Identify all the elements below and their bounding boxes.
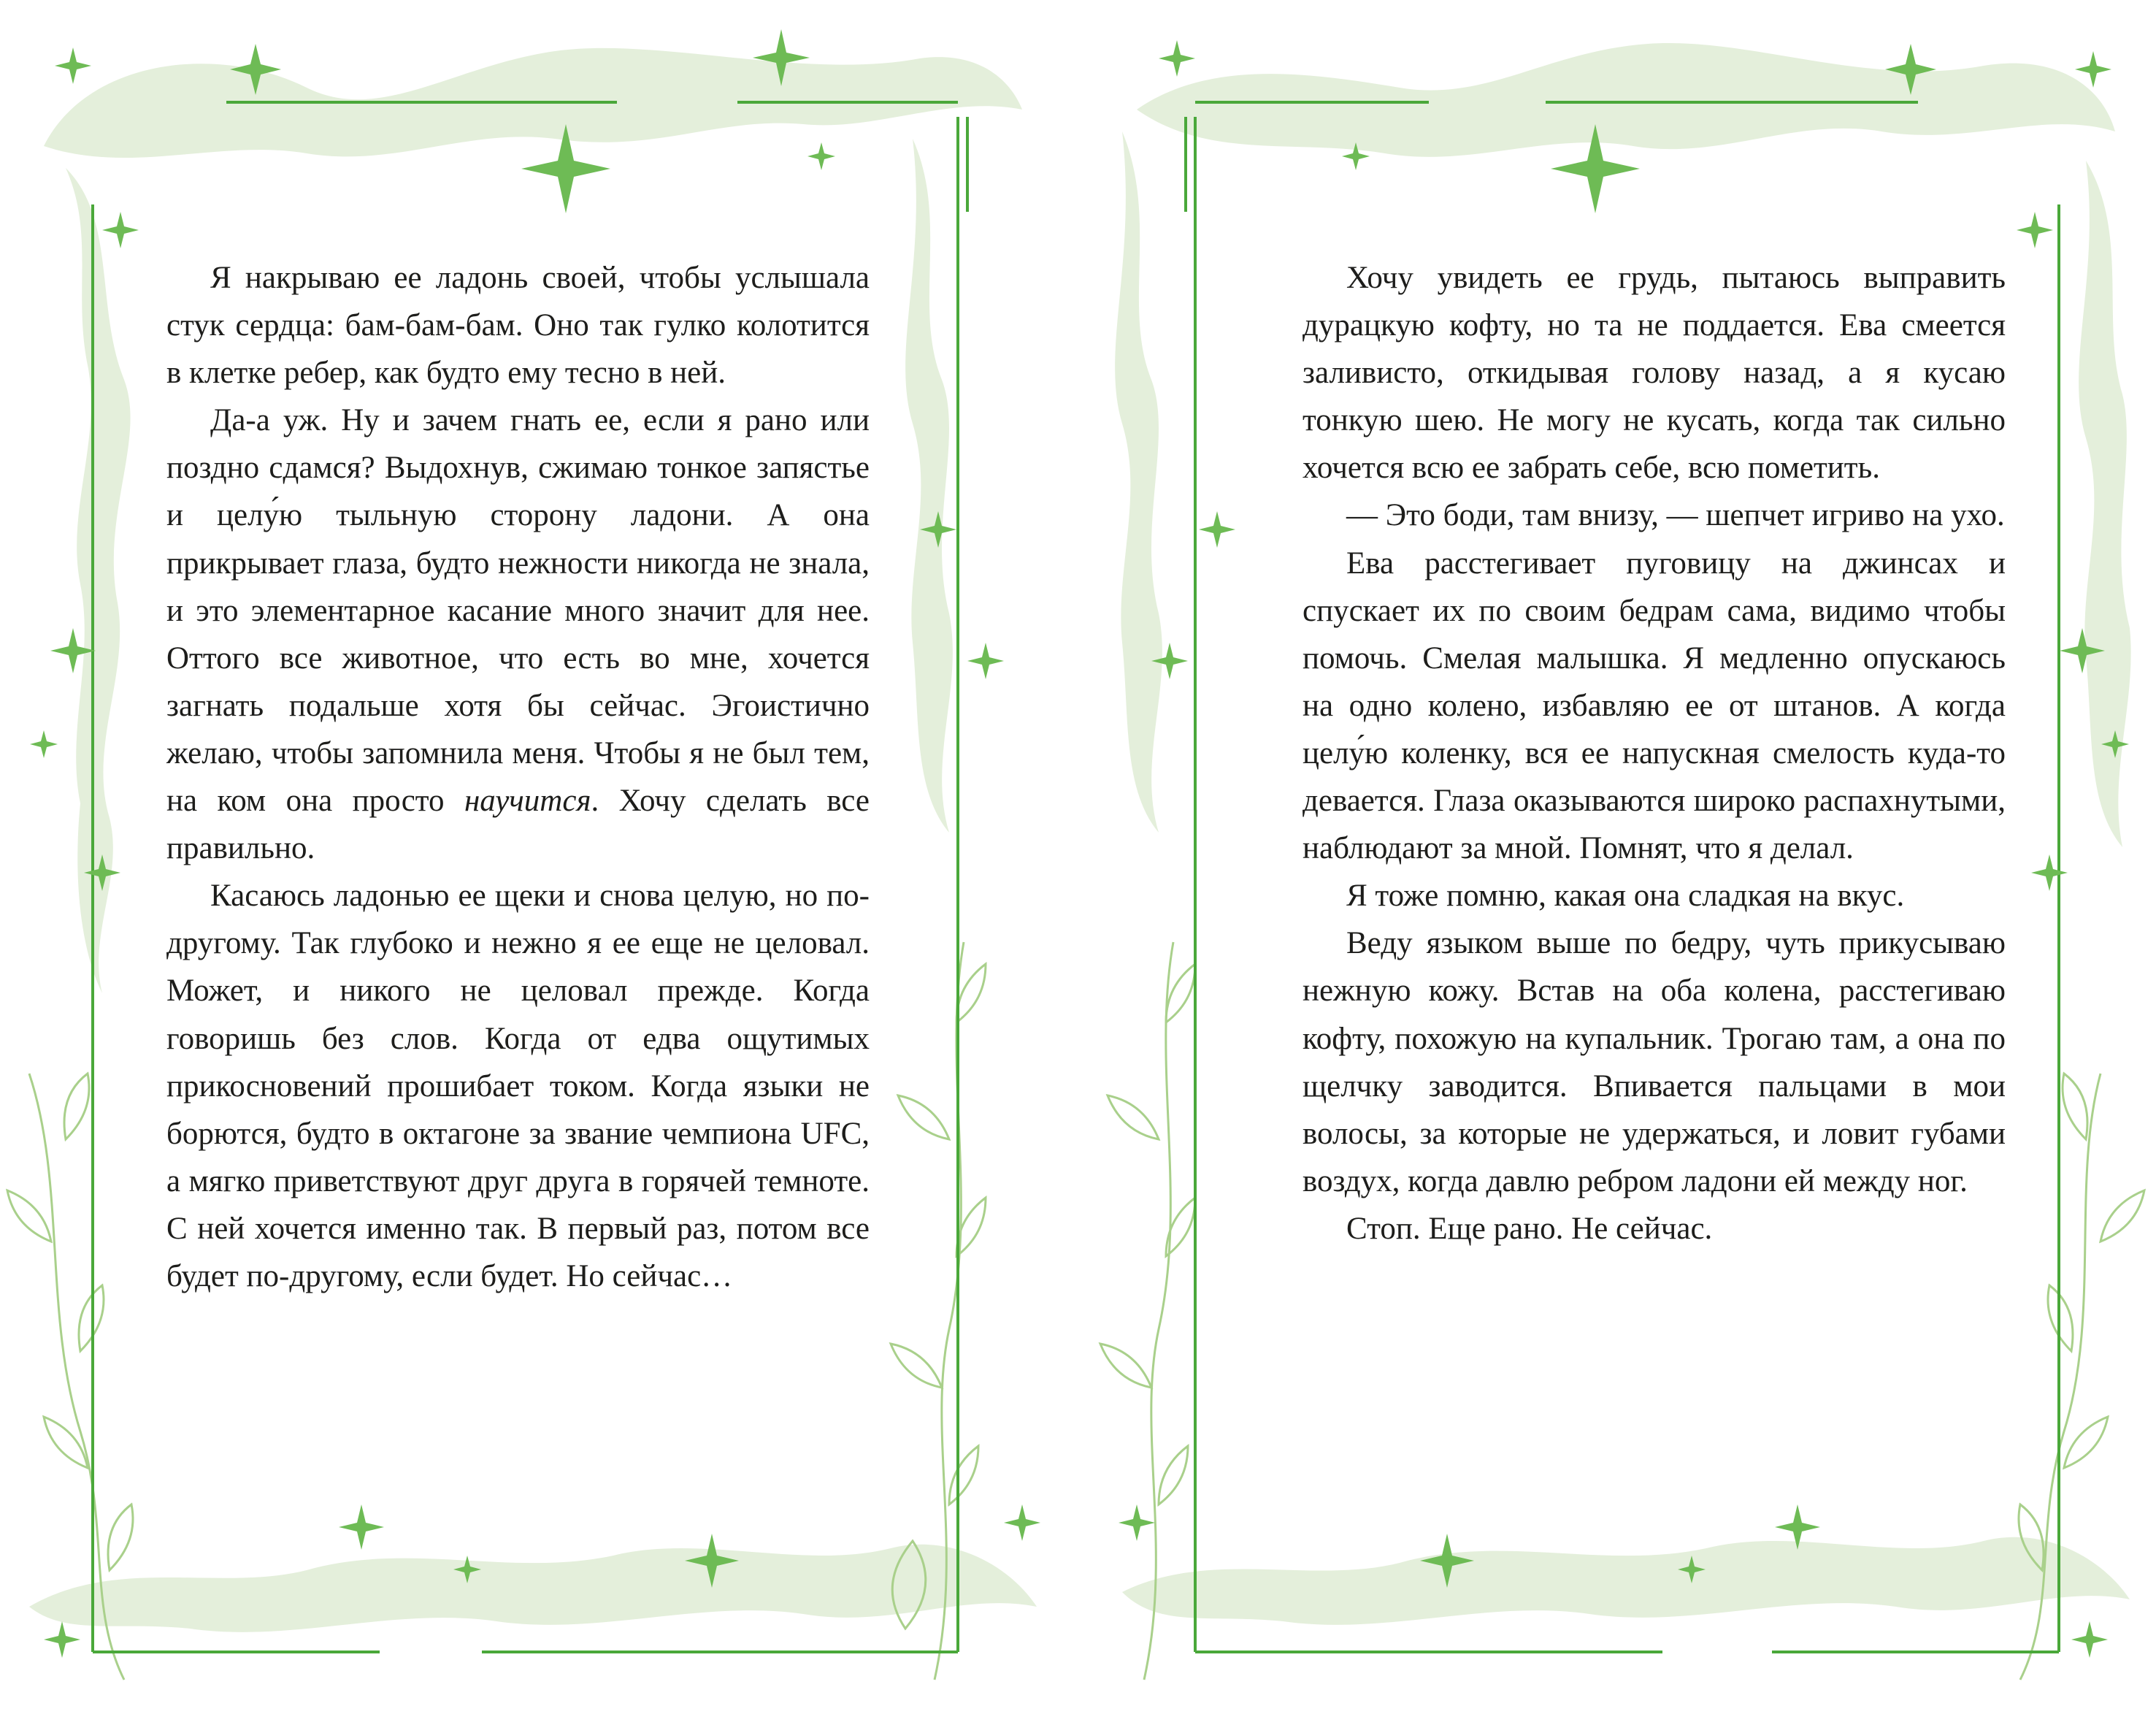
paragraph-text: . Хочу сделать все правильно. [166,784,870,866]
paragraph [166,397,870,872]
paragraph: Я накрываю ее ладонь своей, чтобы услышала стук сердца: бам-бам-бам. Оно так гулко колотится в клетке ребер, как будто ему тесно в ней. [166,261,870,391]
paragraph-text: Да-а уж. Ну и зачем гнать ее, если я рано или поздно сдамся? Выдохнув, сжимаю тонкое запястье и целу́ю тыльную сторону ладони. А она прикрывает глаза, будто нежности никогда не знала, и это элементарное касание много значит для нее. Оттого все животное, что есть во мне, хочется загнать подальше хотя бы сейчас. Эгоистично желаю, чтобы запомнила меня. Чтобы я не был тем, на ком она просто [166,403,870,819]
paragraph: Веду языком выше по бедру, чуть прикусываю нежную кожу. Встав на оба колена, расстегиваю кофту, похожую на купальник. Трогаю там, а она по щелчку заводится. Впивается пальцами в мои волосы, за которые не удержаться, и ловит губами воздух, когда давлю ребром ладони ей между ног. [1303,926,2006,1198]
right-page [1078,0,2156,1725]
left-page-text [166,254,870,1300]
paragraph: Касаюсь ладонью ее щеки и снова целую, но по-другому. Так глубоко и нежно я ее еще не целовал. Может, и никого не целовал прежде. Когда говоришь без слов. Когда от едва ощутимых прикосновений прошибает током. Когда языки не борются, будто в октагоне за звание чемпиона UFC, а мягко приветствуют друг друга в горячей темноте. С ней хочется именно так. В первый раз, потом все будет по-другому, если будет. Но сейчас… [166,879,870,1293]
paragraph: Хочу увидеть ее грудь, пытаюсь выправить дурацкую кофту, но та не поддается. Ева смеется заливисто, откидывая голову назад, а я кусаю тонкую шею. Не могу не кусать, когда так сильно хочется всю ее забрать себе, всю пометить. [1303,261,2006,486]
paragraph: Я тоже помню, какая она сладкая на вкус. [1346,879,1905,914]
paragraph: — Это боди, там внизу, — шепчет игриво на ухо. [1346,498,2005,533]
right-page-text [1303,254,2006,1252]
italic-emphasis: научится [464,784,591,819]
paragraph: Ева расстегивает пуговицу на джинсах и спускает их по своим бедрам сама, видимо чтобы помочь. Смелая малышка. Я медленно опускаюсь на одно колено, избавляю ее от штанов. А когда целу́ю коленку, вся ее напускная смелость куда-то девается. Глаза оказываются широко распахнутыми, наблюдают за мной. Помнят, что я делал. [1303,546,2006,866]
paragraph: Стоп. Еще рано. Не сейчас. [1346,1211,1713,1246]
